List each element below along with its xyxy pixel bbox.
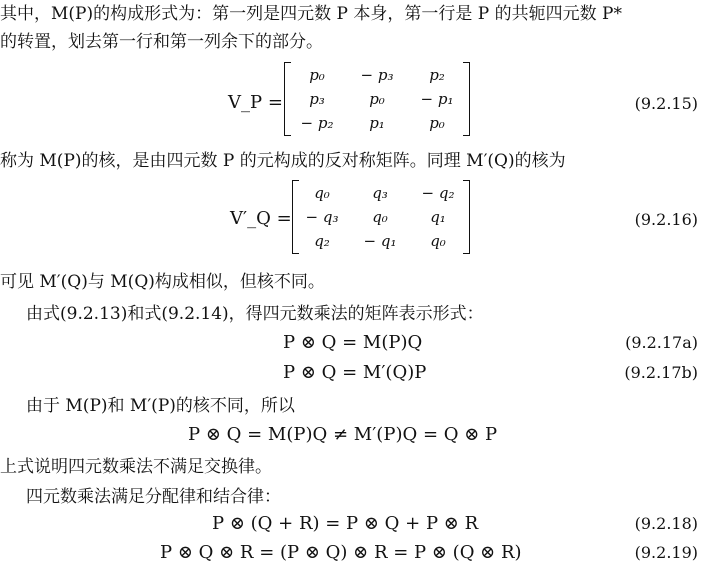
paragraph-line-1: 其中，M(P)的构成形式为：第一列是四元数 P 本身，第一行是 P 的共轭四元数 P* bbox=[0, 4, 622, 24]
equation-number-9-2-17b: (9.2.17b) bbox=[624, 363, 698, 382]
matrix-cell: p₀ bbox=[309, 66, 325, 84]
matrix-cell: − p₁ bbox=[420, 90, 454, 108]
matrix-cell: q₂ bbox=[314, 232, 330, 250]
matrix-cell: − p₃ bbox=[360, 66, 394, 84]
matrix-cell: − q₂ bbox=[421, 184, 455, 202]
matrix-cell: p₂ bbox=[429, 66, 445, 84]
paragraph-line-4: 可见 M′(Q)与 M(Q)构成相似，但核不同。 bbox=[0, 272, 325, 292]
matrix-cell: q₀ bbox=[314, 184, 330, 202]
matrix-cell: p₀ bbox=[369, 90, 385, 108]
matrix-vq-label: V′_Q = bbox=[230, 208, 292, 229]
equation-9-2-18: P ⊗ (Q + R) = P ⊗ Q + P ⊗ R bbox=[212, 513, 479, 534]
matrix-vp bbox=[284, 62, 470, 136]
equation-9-2-17a: P ⊗ Q = M(P)Q bbox=[283, 332, 423, 353]
paragraph-line-5: 由式(9.2.13)和式(9.2.14)，得四元数乘法的矩阵表示形式： bbox=[26, 304, 484, 324]
equation-9-2-17b: P ⊗ Q = M′(Q)P bbox=[283, 362, 427, 383]
equation-number-9-2-16: (9.2.16) bbox=[634, 210, 698, 229]
matrix-cell: q₁ bbox=[430, 208, 446, 226]
equation-9-2-19: P ⊗ Q ⊗ R = (P ⊗ Q) ⊗ R = P ⊗ (Q ⊗ R) bbox=[160, 542, 522, 563]
equation-number-9-2-15: (9.2.15) bbox=[634, 94, 698, 113]
paragraph-line-2: 的转置，划去第一行和第一列余下的部分。 bbox=[0, 32, 323, 52]
paragraph-line-7: 上式说明四元数乘法不满足交换律。 bbox=[0, 457, 272, 477]
matrix-cell: − q₃ bbox=[305, 208, 339, 226]
matrix-vp-label: V_P = bbox=[228, 92, 283, 113]
equation-number-9-2-19: (9.2.19) bbox=[634, 543, 698, 562]
matrix-cell: q₀ bbox=[430, 232, 446, 250]
matrix-cell: − p₂ bbox=[300, 114, 334, 132]
matrix-cell: − q₁ bbox=[363, 232, 397, 250]
matrix-cell: p₃ bbox=[309, 90, 325, 108]
matrix-cell: q₃ bbox=[372, 184, 388, 202]
paragraph-line-8: 四元数乘法满足分配律和结合律： bbox=[26, 487, 281, 507]
matrix-cell: q₀ bbox=[372, 208, 388, 226]
equation-number-9-2-18: (9.2.18) bbox=[634, 514, 698, 533]
matrix-cell: p₁ bbox=[369, 114, 385, 132]
matrix-vq bbox=[292, 180, 470, 254]
equation-noncommutative: P ⊗ Q = M(P)Q ≠ M′(P)Q = Q ⊗ P bbox=[188, 424, 498, 445]
equation-number-9-2-17a: (9.2.17a) bbox=[625, 333, 698, 352]
paragraph-line-6: 由于 M(P)和 M′(P)的核不同，所以 bbox=[26, 396, 295, 416]
matrix-cell: p₀ bbox=[429, 114, 445, 132]
paragraph-line-3: 称为 M(P)的核，是由四元数 P 的元构成的反对称矩阵。同理 M′(Q)的核为 bbox=[0, 151, 566, 171]
